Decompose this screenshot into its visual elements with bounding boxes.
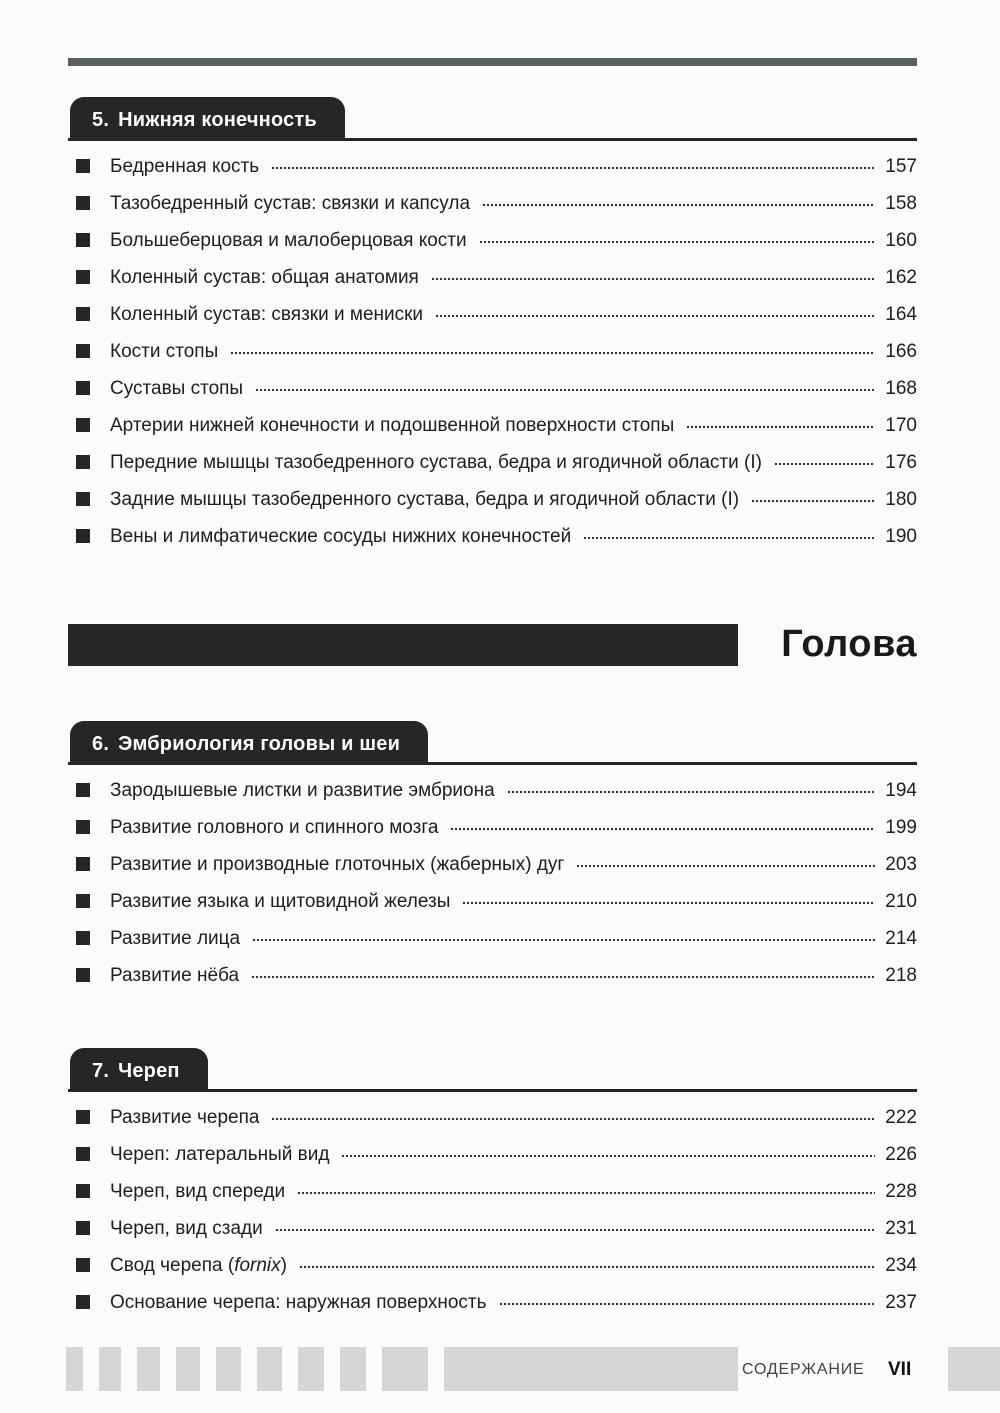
square-bullet-icon <box>76 196 90 210</box>
dot-leader <box>271 166 875 170</box>
dot-leader <box>479 240 876 244</box>
footer-stripe <box>176 1347 200 1391</box>
entry-title: Вены и лимфатические сосуды нижних конечностей <box>110 526 572 547</box>
dot-leader <box>450 827 875 831</box>
chapter-5 <box>68 97 917 555</box>
square-bullet-icon <box>76 381 90 395</box>
entry-title: Череп: латеральный вид <box>110 1144 330 1165</box>
square-bullet-icon <box>76 233 90 247</box>
toc-entry[interactable] <box>68 148 917 185</box>
square-bullet-icon <box>76 529 90 543</box>
square-bullet-icon <box>76 270 90 284</box>
chapter-underline <box>68 138 917 141</box>
top-rule <box>68 58 917 66</box>
entry-title: Зародышевые листки и развитие эмбриона <box>110 780 495 801</box>
toc-entry[interactable] <box>68 444 917 481</box>
square-bullet-icon <box>76 783 90 797</box>
square-bullet-icon <box>76 1110 90 1124</box>
toc-entry[interactable] <box>68 185 917 222</box>
entry-title: Коленный сустав: связки и мениски <box>110 304 424 325</box>
toc-entry[interactable] <box>68 259 917 296</box>
entry-page: 190 <box>885 526 917 547</box>
square-bullet-icon <box>76 344 90 358</box>
dot-leader <box>482 203 875 207</box>
toc-list <box>68 148 917 555</box>
entry-title: Развитие лица <box>110 928 241 949</box>
chapter-underline <box>68 762 917 765</box>
dot-leader <box>499 1302 876 1306</box>
chapter-header <box>68 97 917 141</box>
footer-stripe <box>340 1347 366 1391</box>
entry-title: Основание черепа: наружная поверхность <box>110 1292 487 1313</box>
chapter-tab <box>70 721 428 763</box>
square-bullet-icon <box>76 418 90 432</box>
part-title: Голова <box>781 623 917 665</box>
dot-leader <box>230 351 875 355</box>
toc-entry[interactable] <box>68 883 917 920</box>
toc-entry[interactable] <box>68 846 917 883</box>
toc-entry[interactable] <box>68 1284 917 1321</box>
footer-tail <box>954 1347 1000 1391</box>
chapter-underline <box>68 1089 917 1092</box>
footer-stripe <box>298 1347 324 1391</box>
square-bullet-icon <box>76 1184 90 1198</box>
toc-entry[interactable] <box>68 809 917 846</box>
dot-leader <box>435 314 875 318</box>
entry-title: Развитие и производные глоточных (жаберных) дуг <box>110 854 565 875</box>
toc-entry[interactable] <box>68 370 917 407</box>
footer-stripe <box>257 1347 282 1391</box>
dot-leader <box>255 388 875 392</box>
entry-title-close: ) <box>280 1255 287 1276</box>
dot-leader <box>583 536 875 540</box>
entry-page: 166 <box>885 341 917 362</box>
footer-stripe <box>382 1347 428 1391</box>
entry-page: 231 <box>885 1218 917 1239</box>
square-bullet-icon <box>76 455 90 469</box>
square-bullet-icon <box>76 820 90 834</box>
entry-page: 160 <box>885 230 917 251</box>
entry-title <box>110 1247 287 1284</box>
entry-page: 168 <box>885 378 917 399</box>
chapter-7 <box>68 1048 917 1321</box>
entry-title: Тазобедренный сустав: связки и капсула <box>110 193 471 214</box>
chapter-tab <box>70 97 345 139</box>
chapter-number: 7. <box>92 1060 110 1082</box>
chapter-number: 5. <box>92 109 110 131</box>
toc-entry[interactable] <box>68 296 917 333</box>
dot-leader <box>462 901 875 905</box>
dot-leader <box>252 938 875 942</box>
part-banner <box>68 622 917 668</box>
chapter-6 <box>68 721 917 994</box>
entry-page: 199 <box>885 817 917 838</box>
toc-entry[interactable] <box>68 1136 917 1173</box>
footer-section-label: СОДЕРЖАНИЕ <box>742 1361 865 1378</box>
toc-entry[interactable] <box>68 222 917 259</box>
toc-entry[interactable] <box>68 957 917 994</box>
entry-page: 210 <box>885 891 917 912</box>
entry-title: Развитие головного и спинного мозга <box>110 817 439 838</box>
chapter-header <box>68 721 917 765</box>
chapter-tab <box>70 1048 208 1090</box>
footer-stripe <box>66 1347 83 1391</box>
square-bullet-icon <box>76 1221 90 1235</box>
square-bullet-icon <box>76 968 90 982</box>
toc-entry[interactable] <box>68 920 917 957</box>
entry-title: Кости стопы <box>110 341 219 362</box>
dot-leader <box>576 864 875 868</box>
dot-leader <box>507 790 876 794</box>
entry-title: Развитие нёба <box>110 965 240 986</box>
toc-list <box>68 1099 917 1321</box>
entry-page: 176 <box>885 452 917 473</box>
toc-entry[interactable] <box>68 1099 917 1136</box>
chapter-number: 6. <box>92 733 110 755</box>
entry-page: 157 <box>885 156 917 177</box>
toc-entry[interactable] <box>68 481 917 518</box>
entry-page: 180 <box>885 489 917 510</box>
entry-page: 164 <box>885 304 917 325</box>
dot-leader <box>297 1191 875 1195</box>
dot-leader <box>299 1265 875 1269</box>
chapter-title: Череп <box>118 1060 180 1082</box>
entry-title: Задние мышцы тазобедренного сустава, бедра и ягодичной области (I) <box>110 489 740 510</box>
chapter-header <box>68 1048 917 1092</box>
dot-leader <box>774 462 875 466</box>
entry-title: Передние мышцы тазобедренного сустава, бедра и ягодичной области (I) <box>110 452 762 473</box>
toc-entry[interactable] <box>68 407 917 444</box>
toc-entry[interactable] <box>68 518 917 555</box>
entry-page: 214 <box>885 928 917 949</box>
square-bullet-icon <box>76 931 90 945</box>
entry-title: Череп, вид спереди <box>110 1181 286 1202</box>
dot-leader <box>686 425 875 429</box>
entry-title-italic: fornix <box>234 1255 281 1276</box>
footer-stripe <box>99 1347 121 1391</box>
entry-page: 222 <box>885 1107 917 1128</box>
part-bar <box>68 624 738 666</box>
entry-page: 158 <box>885 193 917 214</box>
dot-leader <box>751 499 875 503</box>
chapter-title: Нижняя конечность <box>118 109 317 131</box>
entry-title: Коленный сустав: общая анатомия <box>110 267 419 288</box>
square-bullet-icon <box>76 492 90 506</box>
square-bullet-icon <box>76 1147 90 1161</box>
entry-title: Развитие языка и щитовидной железы <box>110 891 451 912</box>
square-bullet-icon <box>76 307 90 321</box>
dot-leader <box>271 1117 875 1121</box>
dot-leader <box>275 1228 876 1232</box>
dot-leader <box>341 1154 875 1158</box>
entry-page: 234 <box>885 1255 917 1276</box>
entry-title: Череп, вид сзади <box>110 1218 263 1239</box>
square-bullet-icon <box>76 1295 90 1309</box>
entry-page: 170 <box>885 415 917 436</box>
entry-page: 226 <box>885 1144 917 1165</box>
footer-stripe <box>137 1347 160 1391</box>
dot-leader <box>251 975 875 979</box>
square-bullet-icon <box>76 159 90 173</box>
footer-page-number: VII <box>888 1359 912 1380</box>
entry-title: Бедренная кость <box>110 156 260 177</box>
entry-title: Артерии нижней конечности и подошвенной поверхности стопы <box>110 415 675 436</box>
entry-page: 218 <box>885 965 917 986</box>
toc-entry[interactable] <box>68 333 917 370</box>
toc-list <box>68 772 917 994</box>
toc-entry[interactable] <box>68 1247 917 1284</box>
entry-page: 228 <box>885 1181 917 1202</box>
entry-page: 237 <box>885 1292 917 1313</box>
page-footer <box>66 1347 1000 1391</box>
square-bullet-icon <box>76 894 90 908</box>
toc-entry[interactable] <box>68 1210 917 1247</box>
square-bullet-icon <box>76 857 90 871</box>
entry-title: Развитие черепа <box>110 1107 260 1128</box>
footer-stripe <box>216 1347 241 1391</box>
toc-entry[interactable] <box>68 772 917 809</box>
square-bullet-icon <box>76 1258 90 1272</box>
entry-title: Большеберцовая и малоберцовая кости <box>110 230 467 251</box>
entry-page: 162 <box>885 267 917 288</box>
entry-title-text: Свод черепа ( <box>110 1255 235 1276</box>
entry-title: Суставы стопы <box>110 378 244 399</box>
entry-page: 203 <box>885 854 917 875</box>
chapter-title: Эмбриология головы и шеи <box>118 733 401 755</box>
entry-page: 194 <box>885 780 917 801</box>
toc-entry[interactable] <box>68 1173 917 1210</box>
dot-leader <box>431 277 875 281</box>
